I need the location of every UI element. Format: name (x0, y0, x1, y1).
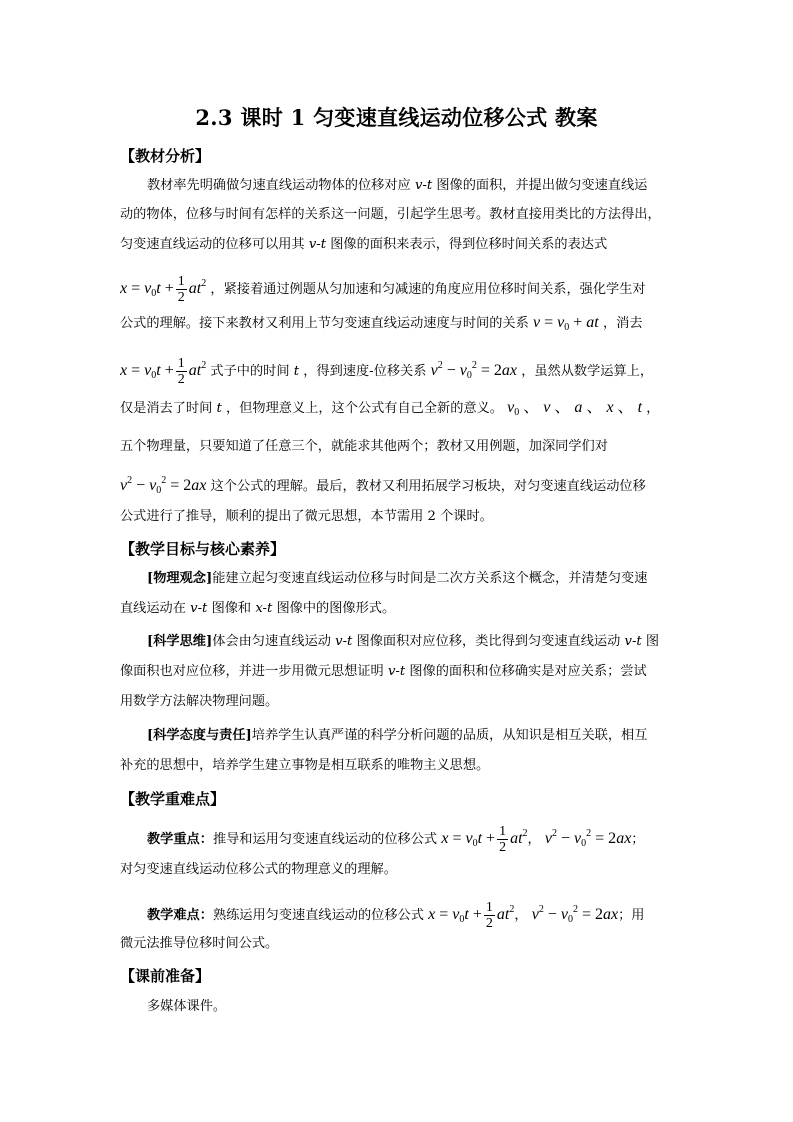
formula-velocity-displacement: $v^2 - v_0^2 = 2ax$ (544, 828, 632, 849)
paragraph-line: $x = v_0t$ + $\frac{1}{2}$ $at^2$ ，紧接着通过例题从匀加速和匀减速的角度应用位移时间关系，强化学生对 (120, 273, 646, 301)
formula-displacement: $x = v_0t$ + $\frac{1}{2}$ $at^2$ (120, 355, 207, 383)
paragraph-line: [科学态度与责任]培养学生认真严谨的科学分析问题的品质，从知识是相互关联，相互 (147, 728, 648, 743)
term-vt: v-t (190, 601, 208, 616)
paragraph-line: 多媒体课件。 (147, 999, 227, 1014)
paragraph-line: 教学重点：推导和运用匀变速直线运动的位移公式 $x = v_0t$ + $\frac{1}{2}$ $at^2$， $v^2 - v_0^2 = 2ax$； (147, 823, 645, 851)
formula-velocity-displacement: $v^2 - v_0^2 = 2ax$ (430, 360, 517, 381)
document-title: 2.3 课时 1 匀变速直线运动位移公式 教案 (195, 105, 598, 130)
paragraph-line: $x = v_0t$ + $\frac{1}{2}$ $at^2$ 式子中的时间 t ，得到速度-位移关系 $v^2 - v_0^2 = 2ax$ ，虽然从数学运算上， (120, 355, 654, 383)
paragraph-line: 公式进行了推导，顺利的提出了微元思想，本节需用 2 个课时。 (120, 509, 493, 524)
quantity-list: $v_0$ 、 v 、 a 、 x 、 t (507, 399, 643, 418)
section-heading-goals: 【教学目标与核心素养】 (120, 540, 286, 558)
section-heading-prep: 【课前准备】 (120, 967, 211, 985)
term-vt: v-t (308, 237, 327, 252)
paragraph-line: 动的物体，位移与时间有怎样的关系这一问题，引起学生思考。教材直接用类比的方法得出， (120, 207, 661, 222)
term-vt: v-t (414, 178, 433, 193)
paragraph-line: 匀变速直线运动的位移可以用其 v-t 图像的面积来表示，得到位移时间关系的表达式 (120, 237, 608, 252)
paragraph-line: 对匀变速直线运动位移公式的物理意义的理解。 (120, 862, 397, 877)
formula-velocity-displacement: $v^2 - v_0^2 = 2ax$ (531, 904, 619, 925)
paragraph-line: 像面积也对应位移，并进一步用微元思想证明 v-t 图像的面积和位移确实是对应关系；尝试 (120, 664, 647, 679)
section-heading-analysis: 【教材分析】 (120, 147, 211, 165)
paragraph-line: 教材率先明确做匀速直线运动物体的位移对应 v-t 图像的面积，并提出做匀变速直线运 (147, 178, 648, 193)
paragraph-line: 用数学方法解决物理问题。 (120, 694, 279, 709)
formula-displacement: $x = v_0t$ + $\frac{1}{2}$ $at^2$ (120, 273, 207, 301)
paragraph-line: $v^2 - v_0^2 = 2ax$ 这个公式的理解。最后，教材又利用拓展学习板块，对匀变速直线运动位移 (120, 475, 646, 496)
paragraph-line: 直线运动在 v-t 图像和 x-t 图像中的图像形式。 (120, 601, 396, 616)
paragraph-line: 补充的思想中，培养学生建立事物是相互联系的唯物主义思想。 (120, 758, 490, 773)
paragraph-line: 公式的理解。接下来教材又利用上节匀变速直线运动速度与时间的关系 $v = v_0$ + at ，消去 (120, 314, 643, 333)
formula-velocity-displacement: $v^2 - v_0^2 = 2ax$ (120, 475, 207, 496)
term-t: t (216, 401, 222, 416)
paragraph-line: 五个物理量，只要知道了任意三个，就能求其他两个；教材又用例题，加深同学们对 (120, 439, 608, 454)
paragraph-line: [物理观念]能建立起匀变速直线运动位移与时间是二次方关系这个概念，并清楚匀变速 (147, 571, 648, 586)
paragraph-line: [科学思维]体会由匀速直线运动 v-t 图像面积对应位移，类比得到匀变速直线运动 v-t 图 (147, 634, 660, 649)
term-vt: v-t (335, 634, 353, 649)
term-t: t (293, 364, 300, 379)
paragraph-line: 教学难点：熟练运用匀变速直线运动的位移公式 $x = v_0t$ + $\frac{1}{2}$ $at^2$， $v^2 - v_0^2 = 2ax$；用 (147, 899, 645, 927)
section-heading-key-points: 【教学重难点】 (120, 790, 226, 808)
term-xt: x-t (255, 601, 273, 616)
formula-velocity: $v = v_0$ + at (533, 314, 599, 333)
term-vt: v-t (624, 634, 642, 649)
formula-displacement: $x = v_0t$ + $\frac{1}{2}$ $at^2$ (441, 823, 528, 851)
paragraph-line: 微元法推导位移时间公式。 (120, 936, 279, 951)
paragraph-line: 仅是消去了时间 t ，但物理意义上，这个公式有自己全新的意义。 $v_0$ 、 v 、 a 、 x 、 t ， (120, 399, 660, 418)
formula-displacement: $x = v_0t$ + $\frac{1}{2}$ $at^2$ (428, 899, 515, 927)
term-vt: v-t (387, 664, 406, 679)
